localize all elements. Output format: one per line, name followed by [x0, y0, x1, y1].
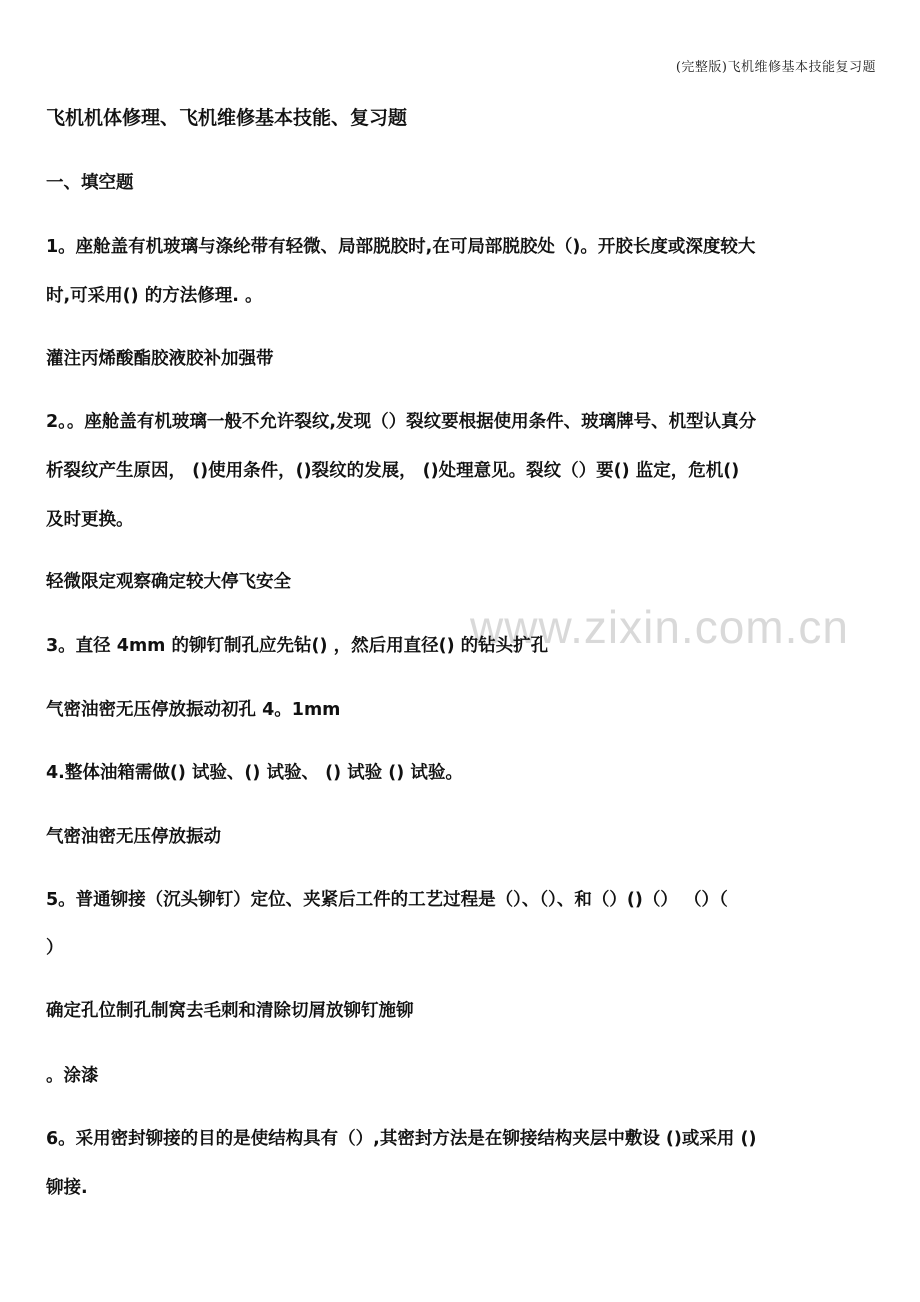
answer-3: 气密油密无压停放振动初孔 4。1mm — [46, 700, 341, 720]
document-title: 飞机机体修理、飞机维修基本技能、复习题 — [46, 107, 408, 129]
question-2-line-2: 析裂纹产生原因， ()使用条件，()裂纹的发展， ()处理意见。裂纹（）要() 监定，危机() — [46, 461, 740, 481]
question-2-line-3: 及时更换。 — [46, 510, 134, 530]
question-5-line-2: ） — [46, 938, 64, 958]
watermark: www.zixin.com.cn — [470, 601, 849, 653]
answer-4: 气密油密无压停放振动 — [46, 827, 221, 847]
answer-5-line-2: 。涂漆 — [46, 1066, 99, 1086]
question-6-line-1: 6。采用密封铆接的目的是使结构具有（）,其密封方法是在铆接结构夹层中敷设 ()或采用 () — [46, 1129, 757, 1149]
question-4: 4.整体油箱需做() 试验、() 试验、 () 试验 () 试验。 — [46, 763, 463, 783]
question-2-line-1: 2。。座舱盖有机玻璃一般不允许裂纹,发现（）裂纹要根据使用条件、玻璃牌号、机型认真分 — [46, 412, 757, 432]
answer-1: 灌注丙烯酸酯胶液胶补加强带 — [46, 349, 274, 369]
question-5-line-1: 5。普通铆接（沉头铆钉）定位、夹紧后工件的工艺过程是（）、（）、和（）()（） （）（ — [46, 890, 728, 910]
question-3: 3。直径 4mm 的铆钉制孔应先钻() ，然后用直径() 的钻头扩孔 — [46, 636, 549, 656]
section-heading: 一、填空题 — [46, 173, 134, 193]
document-header: (完整版)飞机维修基本技能复习题 — [675, 60, 876, 75]
question-1-line-1: 1。座舱盖有机玻璃与涤纶带有轻微、局部脱胶时,在可局部脱胶处（)。开胶长度或深度较大 — [46, 237, 756, 257]
answer-5-line-1: 确定孔位制孔制窝去毛刺和清除切屑放铆钉施铆 — [46, 1001, 414, 1021]
question-1-line-2: 时,可采用() 的方法修理. 。 — [46, 286, 263, 306]
answer-2: 轻微限定观察确定较大停飞安全 — [46, 572, 291, 592]
question-6-line-2: 铆接. — [46, 1178, 88, 1198]
